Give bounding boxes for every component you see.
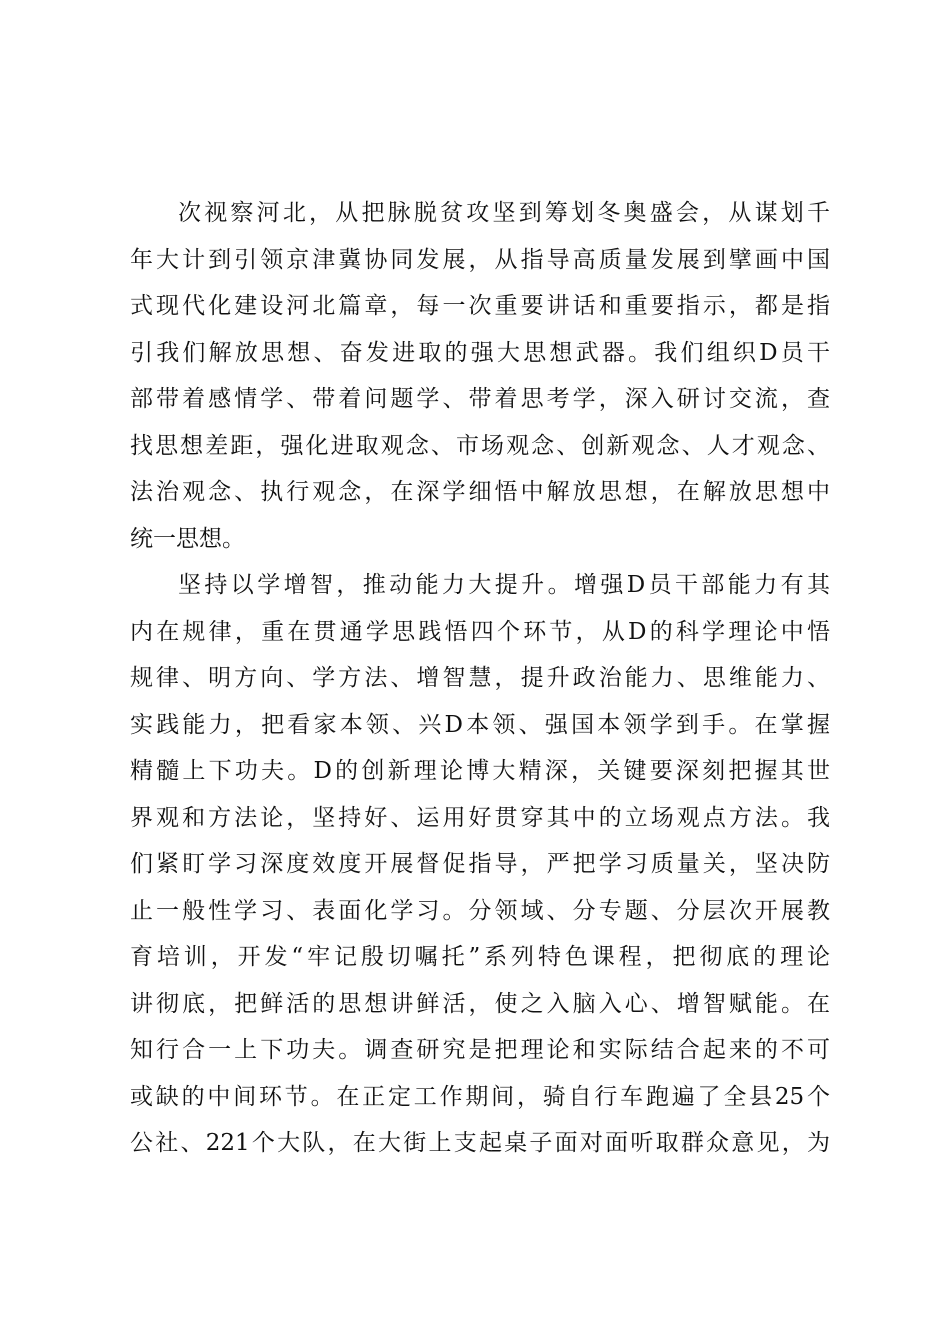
paragraph-2-line-10: 讲彻底，把鲜活的思想讲鲜活，使之入脑入心、增智赋能。在 — [130, 990, 830, 1017]
paragraph-1-line-3: 式现代化建设河北篇章，每一次重要讲话和重要指示，都是指 — [130, 293, 830, 319]
paragraph-1-line-1: 次视察河北，从把脉脱贫攻坚到筹划冬奥盛会，从谋划千 — [178, 200, 830, 226]
paragraph-2-line-9: 育培训，开发“牢记殷切嘱托”系列特色课程，把彻底的理论 — [130, 944, 830, 970]
paragraph-2-line-4: 实践能力，把看家本领、兴D本领、强国本领学到手。在掌握 — [130, 711, 830, 738]
paragraph-2-line-1: 坚持以学增智，推动能力大提升。增强D员干部能力有其 — [178, 572, 830, 598]
document-body — [130, 190, 830, 1167]
paragraph-2-line-6: 界观和方法论，坚持好、运用好贯穿其中的立场观点方法。我 — [130, 804, 830, 831]
paragraph-2-line-11: 知行合一上下功夫。调查研究是把理论和实际结合起来的不可 — [130, 1037, 830, 1063]
paragraph-1-line-5: 部带着感情学、带着问题学、带着思考学，深入研讨交流，查 — [130, 386, 830, 412]
paragraph-1-line-8: 统一思想。 — [130, 525, 245, 552]
paragraph-2-line-2: 内在规律，重在贯通学思践悟四个环节，从D的科学理论中悟 — [130, 618, 830, 645]
paragraph-2-line-7: 们紧盯学习深度效度开展督促指导，严把学习质量关，坚决防 — [130, 851, 830, 877]
paragraph-2-line-5: 精髓上下功夫。D的创新理论博大精深，关键要深刻把握其世 — [130, 758, 830, 784]
paragraph-2-line-8: 止一般性学习、表面化学习。分领域、分专题、分层次开展教 — [130, 897, 830, 924]
paragraph-1-line-2: 年大计到引领京津冀协同发展，从指导高质量发展到擘画中国 — [130, 246, 830, 273]
paragraph-2-line-3: 规律、明方向、学方法、增智慧，提升政治能力、思维能力、 — [130, 665, 830, 691]
paragraph-2-line-12: 或缺的中间环节。在正定工作期间，骑自行车跑遍了全县25个 — [130, 1083, 830, 1110]
paragraph-2-line-13: 公社、221个大队，在大街上支起桌子面对面听取群众意见，为 — [130, 1130, 830, 1156]
paragraph-1-line-4: 引我们解放思想、奋发进取的强大思想武器。我们组织D员干 — [130, 339, 830, 366]
paragraph-1-line-7: 法治观念、执行观念，在深学细悟中解放思想，在解放思想中 — [130, 479, 830, 505]
paragraph-1-line-6: 找思想差距，强化进取观念、市场观念、创新观念、人才观念、 — [130, 432, 830, 459]
